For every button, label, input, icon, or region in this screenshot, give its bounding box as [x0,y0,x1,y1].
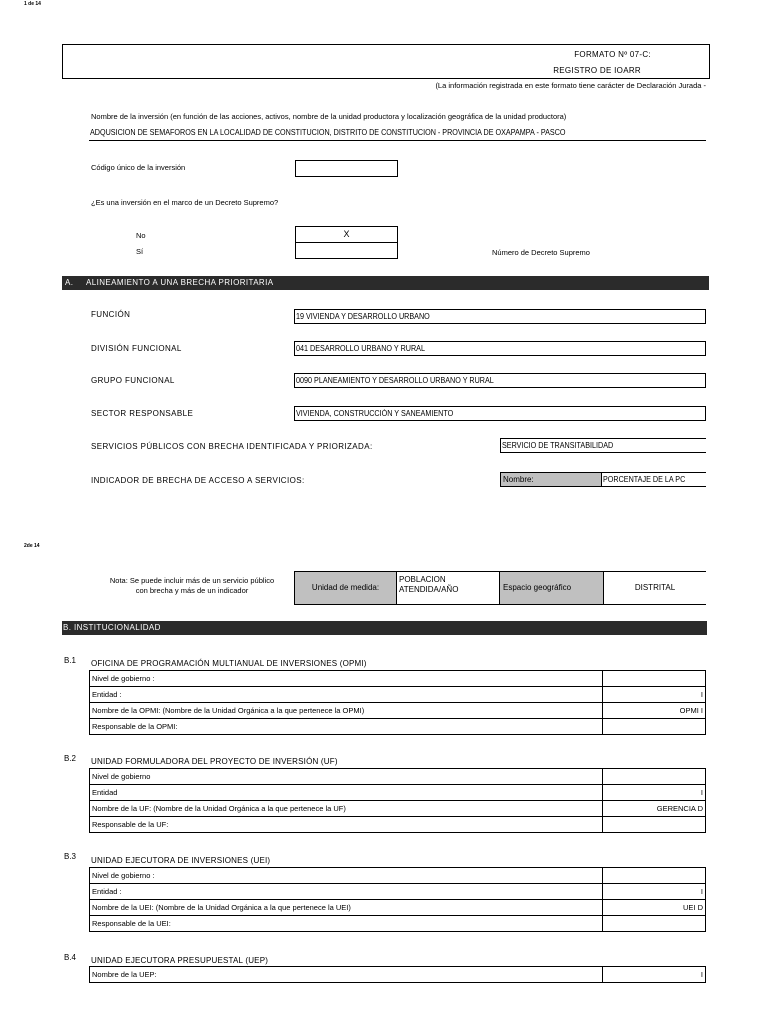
b3-row-value[interactable] [603,868,706,884]
b1-row-value[interactable]: OPMI I [603,703,706,719]
si-checkbox[interactable] [295,242,398,259]
b3-title: UNIDAD EJECUTORA DE INVERSIONES (UEI) [91,856,271,865]
indicador-label: INDICADOR DE BRECHA DE ACCESO A SERVICIOS: [91,476,305,485]
indicador-nombre-value: PORCENTAJE DE LA PC [603,475,686,484]
b4-number: B.4 [64,953,77,962]
espacio-geografico-label-cell [499,571,604,605]
b2-number: B.2 [64,754,77,763]
unidad-medida-field[interactable] [396,571,500,605]
b4-row-value[interactable]: I [603,967,706,983]
b3-row-value[interactable]: I [603,884,706,900]
b3-row-label: Entidad : [90,884,603,900]
b2-row-value[interactable]: GERENCIA D [603,801,706,817]
funcion-field[interactable] [294,309,706,324]
division-value: 041 DESARROLLO URBANO Y RURAL [296,344,425,353]
no-mark: X [343,229,350,239]
table-row [90,817,706,833]
b3-row-label: Responsable de la UEI: [90,916,603,932]
sector-label: SECTOR RESPONSABLE [91,409,194,418]
format-header-box [62,44,710,79]
table-row [90,703,706,719]
declaracion-note: (La información registrada en este formato tiene carácter de Declaración Jurada - [435,81,706,90]
si-label: Sí [136,247,144,256]
table-row [90,769,706,785]
b1-row-label: Entidad : [90,687,603,703]
b1-row-value[interactable] [603,719,706,735]
b2-row-label: Nombre de la UF: (Nombre de la Unidad Orgánica a la que pertenece la UF) [90,801,603,817]
b2-row-label: Entidad [90,785,603,801]
decreto-question: ¿Es una inversión en el marco de un Decreto Supremo? [91,198,279,207]
table-row [90,785,706,801]
investment-name-field[interactable] [89,126,706,141]
b2-table [89,768,706,833]
indicador-nombre-label-cell [500,472,602,487]
table-row [90,884,706,900]
b4-row-label: Nombre de la UEP: [90,967,603,983]
no-label: No [136,231,146,240]
division-label: DIVISIÓN FUNCIONAL [91,344,182,353]
espacio-geografico-field[interactable] [603,571,706,605]
b1-row-label: Responsable de la OPMI: [90,719,603,735]
b2-row-value[interactable]: I [603,785,706,801]
b3-number: B.3 [64,852,77,861]
no-checkbox[interactable] [295,226,398,243]
grupo-field[interactable] [294,373,706,388]
section-a-title: A. ALINEAMIENTO A UNA BRECHA PRIORITARIA [65,278,274,287]
page-number-1: 1 de 14 [24,1,41,7]
nota-text [89,576,295,596]
b1-row-value[interactable]: I [603,687,706,703]
investment-name-label: Nombre de la inversión (en función de las acciones, activos, nombre de la unidad productora y localización geográfica de la unidad productora) [91,112,567,121]
grupo-label: GRUPO FUNCIONAL [91,376,175,385]
table-row [90,801,706,817]
b3-row-value[interactable]: UEI D [603,900,706,916]
table-row [90,719,706,735]
b3-table [89,867,706,932]
codigo-label: Código único de la inversión [91,163,186,172]
b1-table [89,670,706,735]
b1-row-label: Nivel de gobierno : [90,671,603,687]
b4-table [89,966,706,983]
b2-row-value[interactable] [603,817,706,833]
nota-line-1: Nota: Se puede incluir más de un servicio público [109,576,275,585]
section-b-header [62,621,707,635]
unidad-medida-value-2: ATENDIDA/AÑO [399,585,459,594]
b3-row-value[interactable] [603,916,706,932]
b1-title: OFICINA DE PROGRAMACIÓN MULTIANUAL DE INVERSIONES (OPMI) [91,659,367,668]
sector-field[interactable] [294,406,706,421]
unidad-medida-value-1: POBLACION [399,575,446,584]
b1-number: B.1 [64,656,77,665]
sector-value: VIVIENDA, CONSTRUCCIÓN Y SANEAMIENTO [296,409,454,418]
b2-row-value[interactable] [603,769,706,785]
table-row [90,967,706,983]
indicador-nombre-field[interactable] [601,472,706,487]
format-title: FORMATO Nº 07-C: [574,50,651,59]
format-subtitle: REGISTRO DE IOARR [553,66,641,75]
table-row [90,868,706,884]
table-row [90,900,706,916]
b1-row-label: Nombre de la OPMI: (Nombre de la Unidad Orgánica a la que pertenece la OPMI) [90,703,603,719]
b2-row-label: Nivel de gobierno [90,769,603,785]
b2-title: UNIDAD FORMULADORA DEL PROYECTO DE INVERSIÓN (UF) [91,757,338,766]
funcion-value: 19 VIVIENDA Y DESARROLLO URBANO [296,312,430,321]
b2-row-label: Responsable de la UF: [90,817,603,833]
indicador-nombre-label: Nombre: [503,475,534,484]
servicios-field[interactable] [500,438,706,453]
espacio-geografico-label: Espacio geográfico [503,583,572,592]
division-field[interactable] [294,341,706,356]
servicios-label: SERVICIOS PÚBLICOS CON BRECHA IDENTIFICADA Y PRIORIZADA: [91,442,373,451]
nota-line-2: con brecha y más de un indicador [135,586,249,595]
b3-row-label: Nivel de gobierno : [90,868,603,884]
page-number-2: 2de 14 [24,543,40,549]
grupo-value: 0090 PLANEAMIENTO Y DESARROLLO URBANO Y RURAL [296,376,494,385]
codigo-field[interactable] [295,160,398,177]
b4-title: UNIDAD EJECUTORA PRESUPUESTAL (UEP) [91,956,269,965]
servicios-value: SERVICIO DE TRANSITABILIDAD [502,441,614,450]
section-b-title: B. INSTITUCIONALIDAD [63,623,161,632]
unidad-medida-label: Unidad de medida: [311,583,380,592]
investment-name-value: ADQUSICION DE SEMAFOROS EN LA LOCALIDAD DE CONSTITUCION, DISTRITO DE CONSTITUCION - PROVINCIA DE OXAPAMPA - PASCO [90,128,566,137]
b3-row-label: Nombre de la UEI: (Nombre de la Unidad Orgánica a la que pertenece la UEI) [90,900,603,916]
table-row [90,687,706,703]
numero-decreto-label: Número de Decreto Supremo [492,248,590,257]
espacio-geografico-value: DISTRITAL [634,583,676,592]
b1-row-value[interactable] [603,671,706,687]
section-a-header [62,276,709,290]
table-row [90,671,706,687]
funcion-label: FUNCIÓN [91,310,131,319]
table-row [90,916,706,932]
unidad-medida-label-cell [294,571,397,605]
